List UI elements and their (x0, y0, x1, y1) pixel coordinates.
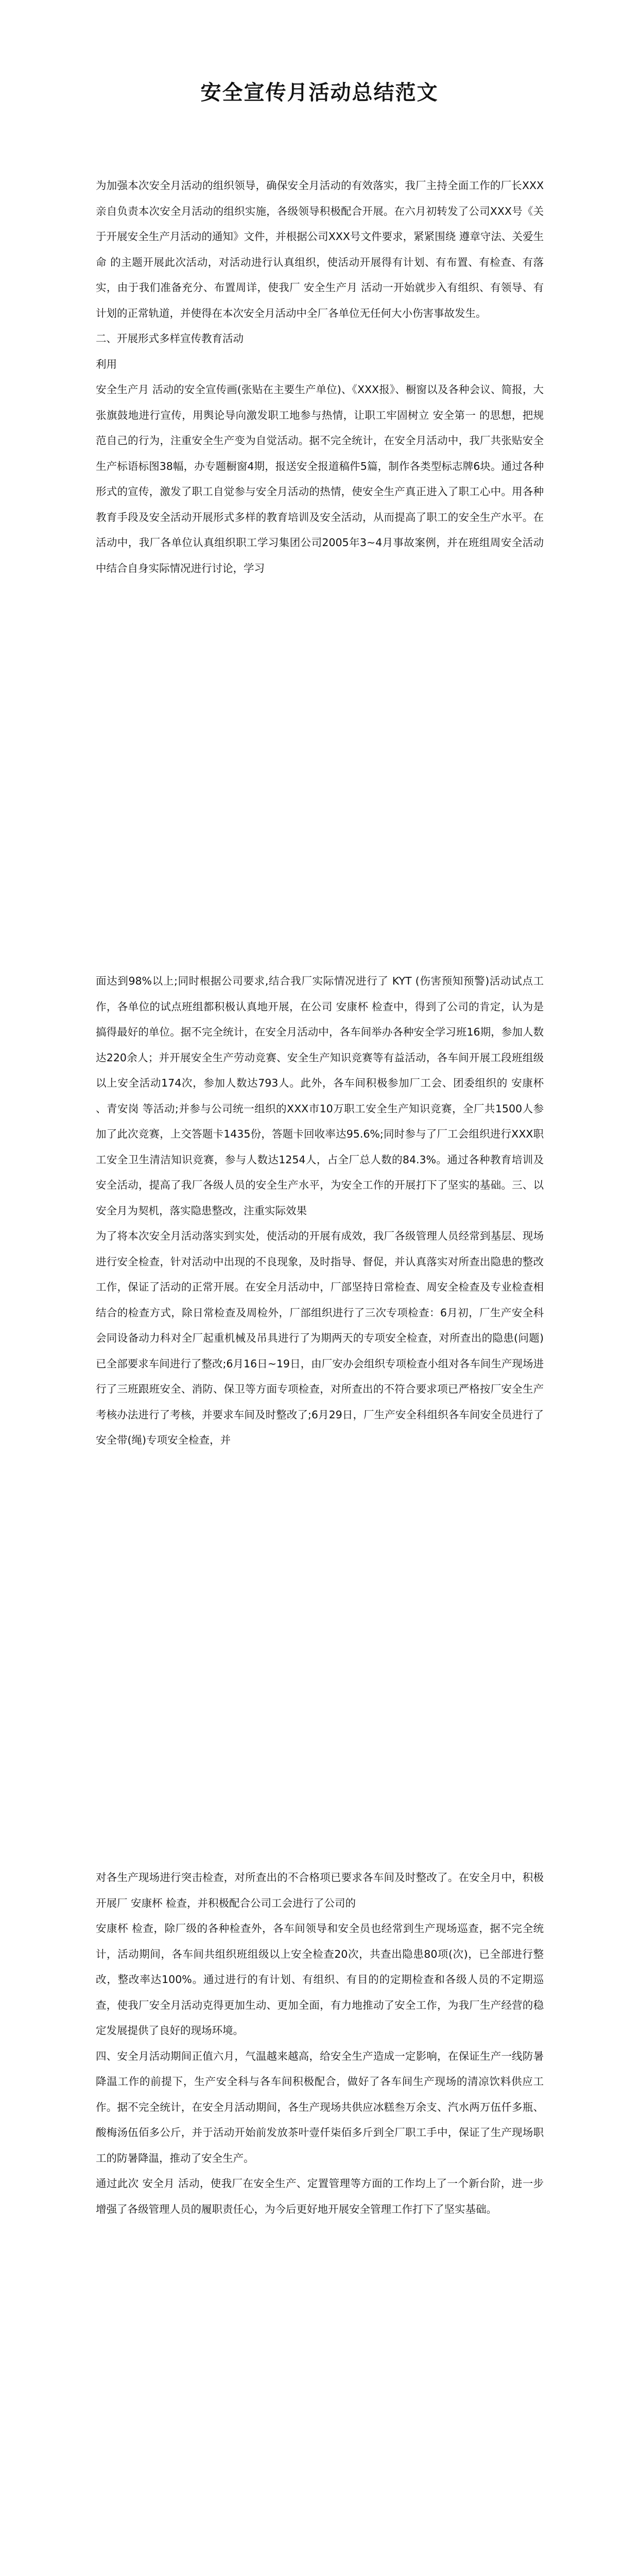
body-paragraph: 安康杯 检查，除厂级的各种检查外，各车间领导和安全员也经常到生产现场巡查，据不完全统计，活动期间，各车间共组织班组级以上安全检查20次，共查出隐患80项(次)，已全部进行整改，整改率达100%。通过进行的有计划、有组织、有目的的定期检查和各级人员的不定期巡查，使我厂安全月活动克得更加生动、更加全面，有力地推动了安全工作，为我厂生产经营的稳定发展提供了良好的现场环境。 (96, 1922, 544, 2037)
conclusion-paragraph: 通过此次 安全月 活动，使我厂在安全生产、定置管理等方面的工作均上了一个新台阶，进一步增强了各级管理人员的履职责任心，为今后更好地开展安全管理工作打下了坚实基础。 (96, 2177, 544, 2215)
body-paragraph: 面达到98%以上;同时根据公司要求,结合我厂实际情况进行了 KYT (伤害预知预警)活动试点工作，各单位的试点班组都积极认真地开展，在公司 安康杯 检查中，得到了公司的肯定，认为是搞得最好的单位。据不完全统计，在安全月活动中，各车间举办各种安全学习班16期，参加人数达220余人；并开展安全生产劳动竞赛、安全生产知识竞赛等有益活动，各车间开展工段班组级以上安全活动174次，参加人数达793人。此外，各车间积极参加厂工会、团委组织的 安康杯 、青安岗 等活动;并参与公司统一组织的XXX市10万职工安全生产知识竞赛，全厂共1500人参加了此次竞赛，上交答题卡1435份，答题卡回收率达95.6%;同时参与了厂工会组织进行XXX职工安全卫生清洁知识竞赛，参与人数达1254人，占全厂总人数的84.3%。通过各种教育培训及安全活动，提高了我厂各级人员的安全生产水平，为安全工作的开展打下了坚实的基础。三、以安全月为契机，落实隐患整改，注重实际效果 (96, 975, 544, 1217)
paragraph-label: 利用 (96, 358, 117, 370)
body-paragraph: 四、安全月活动期间正值六月，气温越来越高，给安全生产造成一定影响，在保证生产一线防暑降温工作的前提下，生产安全科与各车间积极配合，做好了各车间生产现场的清凉饮料供应工作。据不完全统计，在安全月活动期间，各生产现场共供应冰糕叁万余支、汽水两万伍仟多瓶、酸梅汤伍佰多公斤，并于活动开始前发放茶叶壹仟柒佰多斤到全厂职工手中，保证了生产现场职工的防暑降温，推动了安全生产。 (96, 2049, 544, 2164)
body-paragraph: 对各生产现场进行突击检查，对所查出的不合格项已要求各车间及时整改了。在安全月中，积极开展厂 安康杯 检查，并积极配合公司工会进行了公司的 (96, 1871, 544, 1909)
body-paragraph: 为了将本次安全月活动落实到实处，使活动的开展有成效，我厂各级管理人员经常到基层、现场进行安全检查，针对活动中出现的不良现象，及时指导、督促，并认真落实对所查出隐患的整改工作，保证了活动的正常开展。在安全月活动中，厂部坚持日常检查、周安全检查及专业检查相结合的检查方式，除日常检查及周检外，厂部组织进行了三次专项检查：6月初，厂生产安全科会同设备动力科对全厂起重机械及吊具进行了为期两天的专项安全检查，对所查出的隐患(问题)已全部要求车间进行了整改;6月16日~19日，由厂安办会组织专项检查小组对各车间生产现场进行了三班跟班安全、消防、保卫等方面专项检查，对所查出的不符合要求项已严格按厂安全生产考核办法进行了考核，并要求车间及时整改了;6月29日，厂生产安全科组织各车间安全员进行了安全带(绳)专项安全检查，并 (96, 1230, 544, 1446)
intro-paragraph: 为加强本次安全月活动的组织领导，确保安全月活动的有效落实，我厂主持全面工作的厂长XXX亲自负责本次安全月活动的组织实施，各级领导积极配合开展。在六月初转发了公司XXX号《关于开展安全生产月活动的通知》文件，并根据公司XXX号文件要求，紧紧围绕 遵章守法、关爱生命 的主题开展此次活动，对活动进行认真组织，使活动开展得有计划、有布置、有检查、有落实，由于我们准备充分、布置周详，使我厂 安全生产月 活动一开始就步入有组织、有领导、有计划的正常轨道，并使得在本次安全月活动中全厂各单位无任何大小伤害事故发生。 (96, 179, 544, 319)
body-paragraph: 安全生产月 活动的安全宣传画(张贴在主要生产单位)、《XXX报》、橱窗以及各种会议、简报，大张旗鼓地进行宣传，用舆论导向激发职工地参与热情，让职工牢固树立 安全第一 的思想，把规范自己的行为，注重安全生产变为自觉活动。据不完全统计，在安全月活动中，我厂共张贴安全生产标语标图38幅，办专题橱窗4期，报送安全报道稿件5篇，制作各类型标志牌6块。通过各种形式的宣传，激发了职工自觉参与安全月活动的热情，使安全生产真正进入了职工心中。用各种教育手段及安全活动开展形式多样的教育培训及安全活动，从而提高了职工的安全生产水平。在活动中，我厂各单位认真组织职工学习集团公司2005年3~4月事故案例，并在班组周安全活动中结合自身实际情况进行讨论，学习 (96, 383, 544, 574)
document-section-3 (96, 1865, 544, 2222)
document-section-2 (96, 969, 544, 1453)
section-heading-2: 二、开展形式多样宣传教育活动 (96, 332, 244, 345)
document-section-1 (96, 173, 544, 581)
document-title: 安全宣传月活动总结范文 (200, 80, 439, 105)
